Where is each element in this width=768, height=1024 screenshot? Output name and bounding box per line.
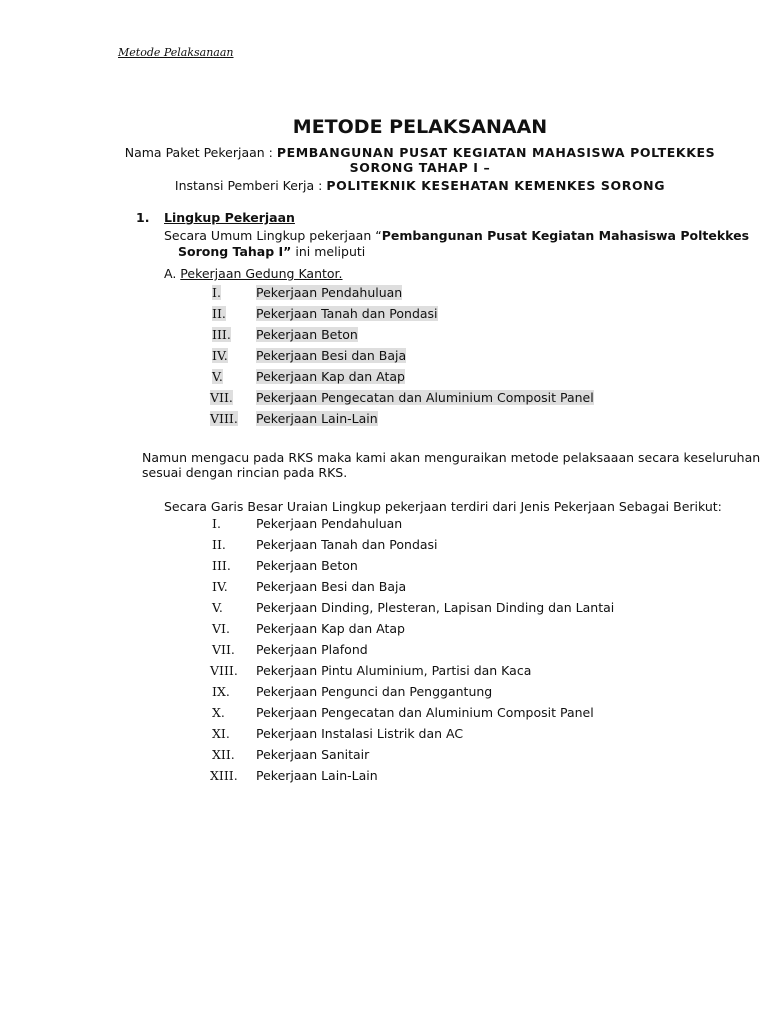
list2-num: VI. [212,621,230,636]
instansi-line [0,178,768,193]
instansi-value: POLITEKNIK KESEHATAN KEMENKES SORONG [326,178,666,193]
paragraph-rks-line-2: sesuai dengan rincian pada RKS. [142,465,348,480]
list2-item: Pekerjaan Pendahuluan [256,516,403,531]
list2-item: Pekerjaan Pengunci dan Penggantung [256,684,493,699]
list2-num: XIII. [210,768,238,783]
instansi-label: Instansi Pemberi Kerja : [174,178,323,193]
list2-num: II. [212,537,226,552]
list2-item: Pekerjaan Lain-Lain [256,768,378,783]
page-title: METODE PELAKSANAAN [292,116,548,138]
list2-item: Pekerjaan Pintu Aluminium, Partisi dan Kaca [256,663,532,678]
list1-num: V. [212,369,223,384]
list2-item: Pekerjaan Instalasi Listrik dan AC [256,726,464,741]
list1-item: Pekerjaan Pengecatan dan Aluminium Composit Panel [256,390,594,405]
paket-label: Nama Paket Pekerjaan : [124,145,273,160]
section-title: Lingkup Pekerjaan [164,210,295,225]
list2-item: Pekerjaan Sanitair [256,747,370,762]
list1-item: Pekerjaan Tanah dan Pondasi [256,306,438,321]
intro-text-c: Sorong Tahap I” [178,244,292,259]
list2-num: IX. [212,684,230,699]
list2-num: I. [212,516,221,531]
list2-num: IV. [212,579,228,594]
list1-num: IV. [212,348,228,363]
paket-line [0,145,768,160]
list2-num: VII. [212,642,235,657]
running-header: Metode Pelaksanaan [118,46,234,59]
list2-num: XI. [212,726,230,741]
list1-num: II. [212,306,226,321]
list1-num: III. [212,327,231,342]
intro-text-d: ini meliputi [291,244,366,259]
intro-text-b: Pembangunan Pusat Kegiatan Mahasiswa Poltekkes [381,228,750,243]
paket-line-2 [0,160,768,175]
paragraph-rks-line-1: Namun mengacu pada RKS maka kami akan menguraikan metode pelaksaaan secara keseluruhan [142,450,761,465]
list1-item: Pekerjaan Besi dan Baja [256,348,407,363]
list1-item: Pekerjaan Lain-Lain [256,411,378,426]
list2-item: Pekerjaan Plafond [256,642,368,657]
list1-item: Pekerjaan Pendahuluan [256,285,403,300]
sub-a-title: Pekerjaan Gedung Kantor. [180,266,343,281]
sub-heading-a [164,266,343,281]
list2-num: X. [212,705,225,720]
list1-item: Pekerjaan Beton [256,327,358,342]
list2-item: Pekerjaan Besi dan Baja [256,579,407,594]
sub-a-prefix: A. [164,266,181,281]
list2-num: III. [212,558,231,573]
list2-num: VIII. [210,663,238,678]
paragraph-garis-besar: Secara Garis Besar Uraian Lingkup pekerjaan terdiri dari Jenis Pekerjaan Sebagai Berikut: [164,499,722,514]
intro-line-2 [178,244,365,259]
list2-item: Pekerjaan Beton [256,558,358,573]
list1-num: VIII. [210,411,238,426]
list2-item: Pekerjaan Pengecatan dan Aluminium Composit Panel [256,705,594,720]
list2-item: Pekerjaan Dinding, Plesteran, Lapisan Dinding dan Lantai [256,600,615,615]
paket-value-1: PEMBANGUNAN PUSAT KEGIATAN MAHASISWA POLTEKKES [276,145,716,160]
paket-value-2: SORONG TAHAP I – [349,160,491,175]
section-number: 1. [136,210,150,225]
list2-item: Pekerjaan Kap dan Atap [256,621,405,636]
list2-item: Pekerjaan Tanah dan Pondasi [256,537,438,552]
list2-num: V. [212,600,223,615]
list1-num: VII. [210,390,233,405]
intro-line-1 [164,228,749,243]
list1-item: Pekerjaan Kap dan Atap [256,369,405,384]
list1-num: I. [212,285,221,300]
intro-text-a: Secara Umum Lingkup pekerjaan “ [164,228,382,243]
list2-num: XII. [212,747,235,762]
